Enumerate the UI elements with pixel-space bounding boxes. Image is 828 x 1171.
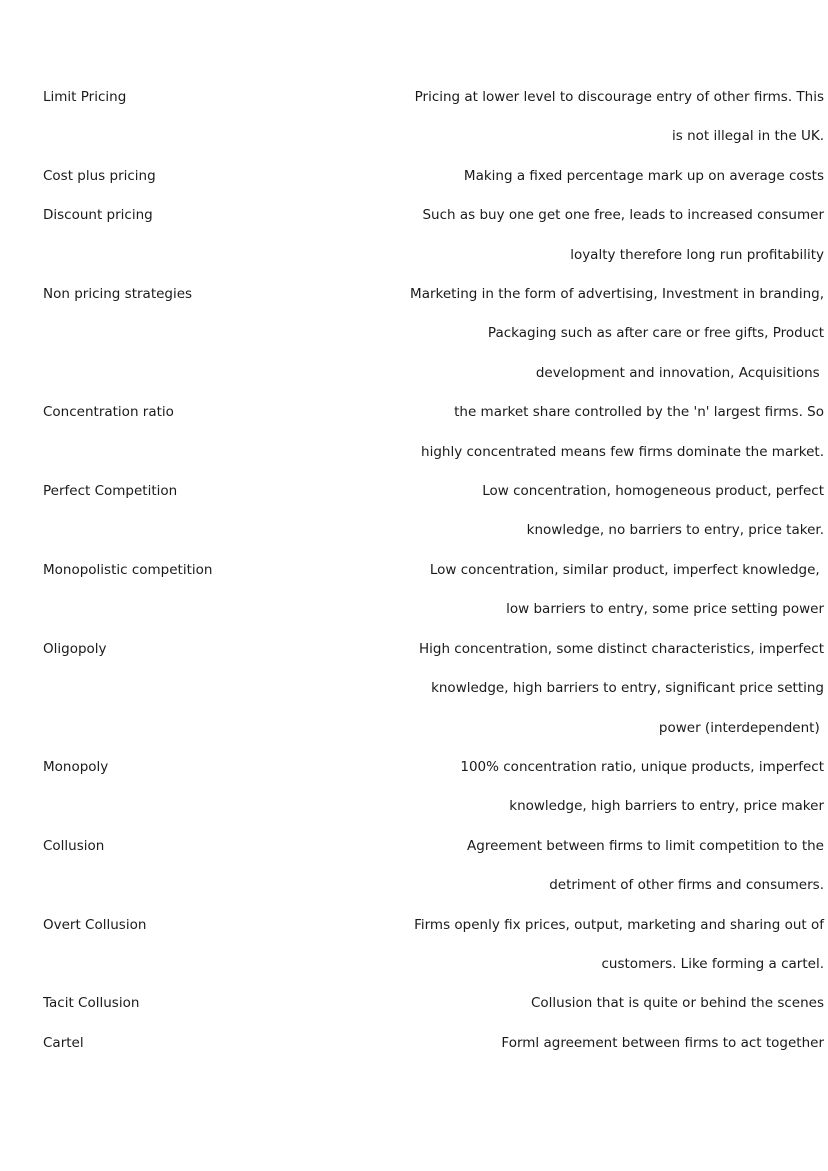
definition-line: highly concentrated means few firms dominate the market. [421,443,824,460]
definition-oligopoly [343,630,824,748]
definition-monopoly [343,748,824,827]
glossary-entry [43,827,824,906]
glossary-entry [43,906,824,985]
term-perfect-competition: Perfect Competition [43,483,178,500]
term-monopolistic-competition: Monopolistic competition [43,561,213,578]
definition-line: detriment of other firms and consumers. [549,877,824,894]
definition-line: Low concentration, similar product, imperfect knowledge, [429,561,824,578]
term-cartel: Cartel [43,1034,84,1051]
definition-discount-pricing [343,196,824,275]
glossary-entry [43,393,824,472]
term-limit-pricing: Limit Pricing [43,89,127,105]
term-discount-pricing: Discount pricing [43,207,153,224]
definition-line: knowledge, high barriers to entry, significant price setting [431,680,824,697]
term-overt-collusion: Overt Collusion [43,916,147,933]
definition-line: Low concentration, homogeneous product, perfect [482,483,824,500]
definition-line: Firms openly fix prices, output, marketing and sharing out of [414,916,824,933]
glossary-entry [43,196,824,275]
definition-line: High concentration, some distinct characteristics, imperfect [418,640,824,657]
glossary-entry [43,551,824,630]
term-non-pricing-strategies: Non pricing strategies [43,286,193,303]
glossary-table [43,78,824,1063]
glossary-entry [43,78,824,157]
term-tacit-collusion: Tacit Collusion [43,995,140,1012]
term-concentration-ratio: Concentration ratio [43,404,174,421]
definition-non-pricing-strategies [343,275,824,393]
definition-line: knowledge, no barriers to entry, price taker. [526,522,824,539]
glossary-entry [43,1024,824,1063]
definition-perfect-competition [343,472,824,551]
definition-line: development and innovation, Acquisitions [535,364,824,381]
definition-tacit-collusion [343,984,824,1023]
definition-concentration-ratio [343,393,824,472]
definition-limit-pricing [343,78,824,157]
definition-line: Making a fixed percentage mark up on average costs [463,167,824,184]
definition-overt-collusion [343,906,824,985]
definition-cost-plus-pricing [343,157,824,196]
definition-line: Packaging such as after care or free gifts, Product [487,325,824,342]
term-collusion: Collusion [43,837,105,854]
definition-line: Such as buy one get one free, leads to increased consumer [422,207,824,224]
definition-line: customers. Like forming a cartel. [601,955,824,972]
term-monopoly: Monopoly [43,758,109,775]
definition-line: power (interdependent) [658,719,824,736]
term-oligopoly: Oligopoly [43,640,107,657]
definition-line: low barriers to entry, some price setting power [506,601,824,618]
definition-line: Forml agreement between firms to act together [501,1034,824,1051]
definition-monopolistic-competition [343,551,824,630]
glossary-entry [43,157,824,196]
glossary-entry [43,472,824,551]
definition-line: 100% concentration ratio, unique products, imperfect [460,758,824,775]
definition-line: is not illegal in the UK. [672,128,824,145]
glossary-entry [43,748,824,827]
definition-line: loyalty therefore long run profitability [570,246,824,263]
definition-line: the market share controlled by the 'n' largest firms. So [454,404,824,421]
definition-line: Agreement between firms to limit competition to the [467,837,824,854]
definition-line: Collusion that is quite or behind the scenes [531,995,824,1012]
definition-line: Pricing at lower level to discourage entry of other firms. This [414,89,824,105]
definition-line: knowledge, high barriers to entry, price maker [509,798,824,815]
definition-cartel [343,1024,824,1063]
term-cost-plus-pricing: Cost plus pricing [43,167,156,184]
definition-collusion [343,827,824,906]
glossary-entry [43,984,824,1023]
glossary-entry [43,630,824,748]
glossary-entry [43,275,824,393]
definition-line: Marketing in the form of advertising, Investment in branding, [410,286,824,303]
